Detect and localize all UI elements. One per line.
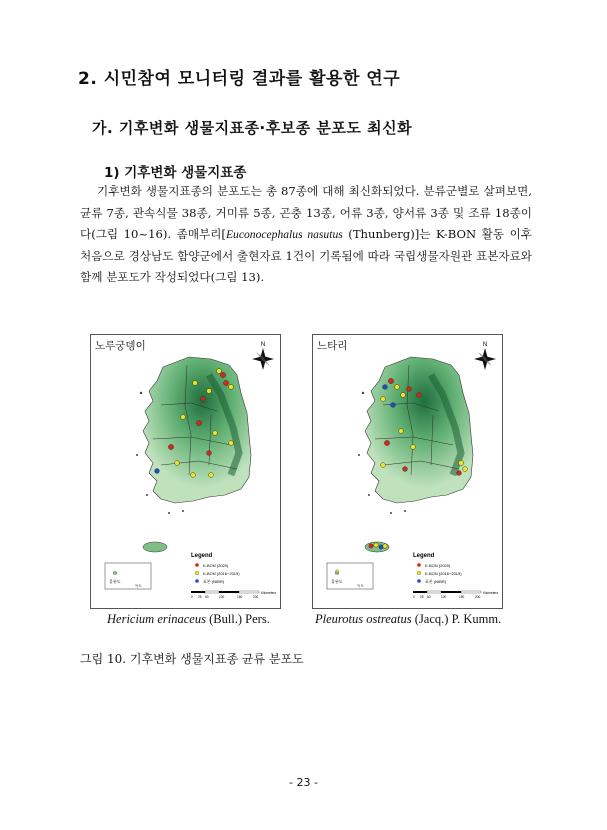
svg-text:K-BON (2016~2019): K-BON (2016~2019) [425,571,462,576]
svg-text:150: 150 [459,595,465,599]
distribution-map [91,335,280,608]
inset-box [327,563,373,589]
scientific-name: Hericium erinaceus [107,612,206,626]
svg-text:25: 25 [420,595,424,599]
subsubsection-title: 1) 기후변화 생물지표종 [104,165,247,181]
svg-text:100: 100 [441,595,447,599]
svg-text:100: 100 [219,595,225,599]
scientific-name: Pleurotus ostreatus [315,612,412,626]
svg-text:N: N [260,342,266,348]
figure-caption: 그림 10. 기후변화 생물지표종 균류 분포도 [80,652,304,666]
body-paragraph [80,181,532,289]
svg-text:Legend: Legend [191,553,213,559]
svg-text:Kilometers: Kilometers [483,591,499,595]
svg-text:0: 0 [413,595,415,599]
author-name: (Jacq.) P. Kumm. [411,612,502,626]
svg-text:독도: 독도 [135,584,142,588]
svg-text:N: N [482,342,488,348]
map-pleurotus [312,334,503,609]
inset-box [105,563,151,589]
map-hericium [90,334,281,609]
svg-text:K-BON (2016~2019): K-BON (2016~2019) [203,571,240,576]
distribution-map [313,335,502,608]
svg-text:K-BON (2020): K-BON (2020) [203,563,229,568]
svg-text:150: 150 [237,595,243,599]
svg-text:200: 200 [253,595,259,599]
svg-text:울릉도: 울릉도 [331,579,343,584]
map-species-name: 노루궁뎅이 [95,340,146,352]
svg-text:Legend: Legend [413,553,435,559]
species-name-italic: Euconocephalus nasutus [225,228,343,241]
svg-text:독도: 독도 [357,584,364,588]
map-species-name: 느타리 [317,340,348,352]
svg-text:50: 50 [205,595,209,599]
author-name: (Bull.) Pers. [205,612,270,626]
svg-text:표본 (NIBR): 표본 (NIBR) [425,579,447,584]
paragraph-text-2: (Thunberg)]는 K-BON 활동 이후 처음으로 경상남도 함양군에서 출현자료 1건이 기록됨에 따라 국립생물자원관 표본자료와 함께 분포도가 작성되었다(그림 13). [80,227,532,284]
page-number: - 23 - [289,776,318,789]
svg-text:200: 200 [475,595,481,599]
svg-text:50: 50 [427,595,431,599]
section-title: 2. 시민참여 모니터링 결과를 활용한 연구 [78,69,401,89]
svg-text:Kilometers: Kilometers [261,591,277,595]
svg-text:0: 0 [191,595,193,599]
map-caption-left [107,612,270,627]
svg-text:25: 25 [198,595,202,599]
svg-text:K-BON (2020): K-BON (2020) [425,563,451,568]
svg-text:표본 (NIBR): 표본 (NIBR) [203,579,225,584]
subsection-title: 가. 기후변화 생물지표종·후보종 분포도 최신화 [92,119,413,137]
jeju-island [143,542,167,552]
paragraph-text-1: 기후변화 생물지표종의 분포도는 총 87종에 대해 최신화되었다. 분류군별로 살펴보면, 균류 7종, 관속식물 38종, 거미류 5종, 곤충 13종, 어류 3종, 양서류 3종 및 조류 18종이다(그림 10~16). 좀매부리[ [80,184,532,241]
map-caption-right [315,612,501,627]
svg-text:울릉도: 울릉도 [109,579,121,584]
